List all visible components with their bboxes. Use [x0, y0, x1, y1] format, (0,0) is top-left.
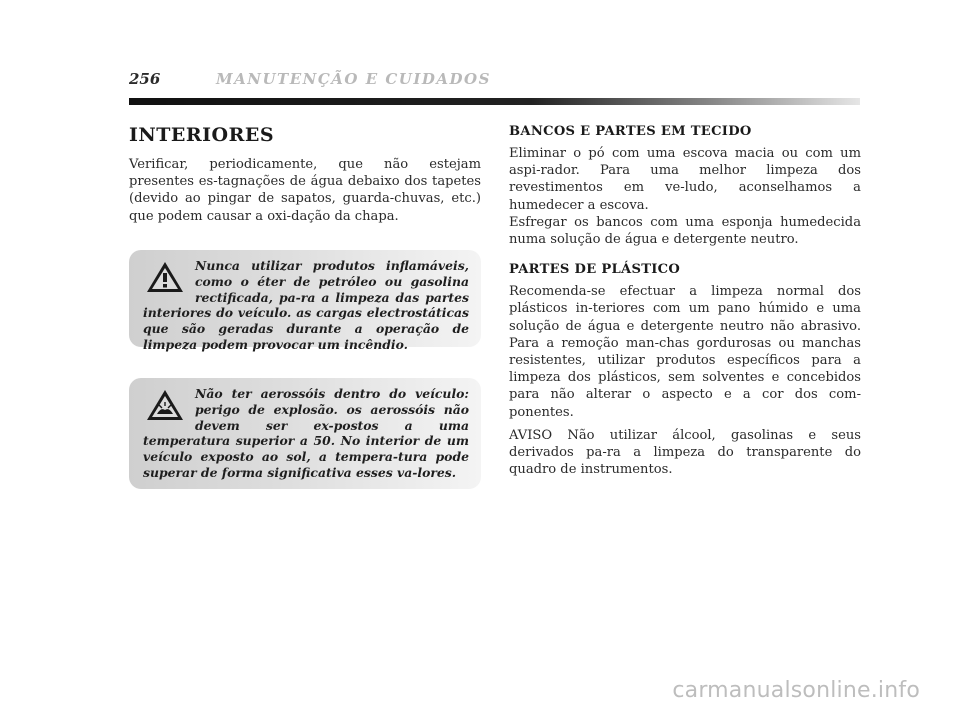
interiores-intro-text: Verificar, periodicamente, que não estejam presentes es-tagnações de água debaixo dos tapetes (devido ao pingar de sapatos, guarda-chuvas, etc.) que podem causar a oxi-dação da chapa.: [129, 157, 481, 224]
chapter-title: MANUTENÇÃO E CUIDADOS: [216, 70, 491, 88]
notice-text: AVISO Não utilizar álcool, gasolinas e seus derivados pa-ra a limpeza do transparente do quadro de instrumentos.: [509, 427, 861, 478]
warning-triangle-icon: [145, 260, 185, 294]
fabric-seats-text-2: Esfregar os bancos com uma esponja humedecida numa solução de água e detergente neutro.: [509, 214, 861, 248]
warning-box-flammable: [129, 250, 481, 352]
left-column: [129, 124, 481, 225]
section-heading-interiores: INTERIORES: [129, 124, 275, 146]
plastic-parts-heading: PARTES DE PLÁSTICO: [509, 262, 681, 278]
plastic-parts-text: Recomenda-se efectuar a limpeza normal dos plásticos in-teriores com um pano húmido e uma solução de água e detergente neutro não abrasivo. Para a remoção man-chas gordurosas ou manchas resistentes, utilizar produtos específicos para a limpeza dos plásticos, sem solventes e concebidos para não alterar o aspecto e a cor dos com-ponentes.: [509, 284, 861, 420]
fabric-seats-heading: BANCOS E PARTES EM TECIDO: [509, 124, 752, 139]
page-number: 256: [129, 70, 161, 88]
warning-text-flammable: Nunca utilizar produtos inflamáveis, como o éter de petróleo ou gasolina rectificada, pa-ra a limpeza das partes interiores do veículo. as cargas electrostáticas que são geradas durante a operação de limpeza podem provocar um incêndio.: [143, 258, 469, 352]
sun-triangle-icon: [145, 388, 185, 422]
warning-text-aerosol: Não ter aerossóis dentro do veículo: perigo de explosão. os aerossóis não devem ser ex-postos a uma temperatura superior a 50. No interior de um veículo exposto ao sol, a tempera-tura pode superar de forma significativa esses va-lores.: [143, 386, 469, 480]
warning-box-aerosol: [129, 378, 481, 489]
header-rule: [129, 98, 860, 105]
fabric-seats-text-1: Eliminar o pó com uma escova macia ou com um aspi-rador. Para uma melhor limpeza dos revestimentos em ve-ludo, aconselhamos a humedecer a escova.: [509, 146, 861, 213]
right-column: [509, 124, 861, 478]
watermark: carmanualsonline.info: [672, 678, 920, 703]
